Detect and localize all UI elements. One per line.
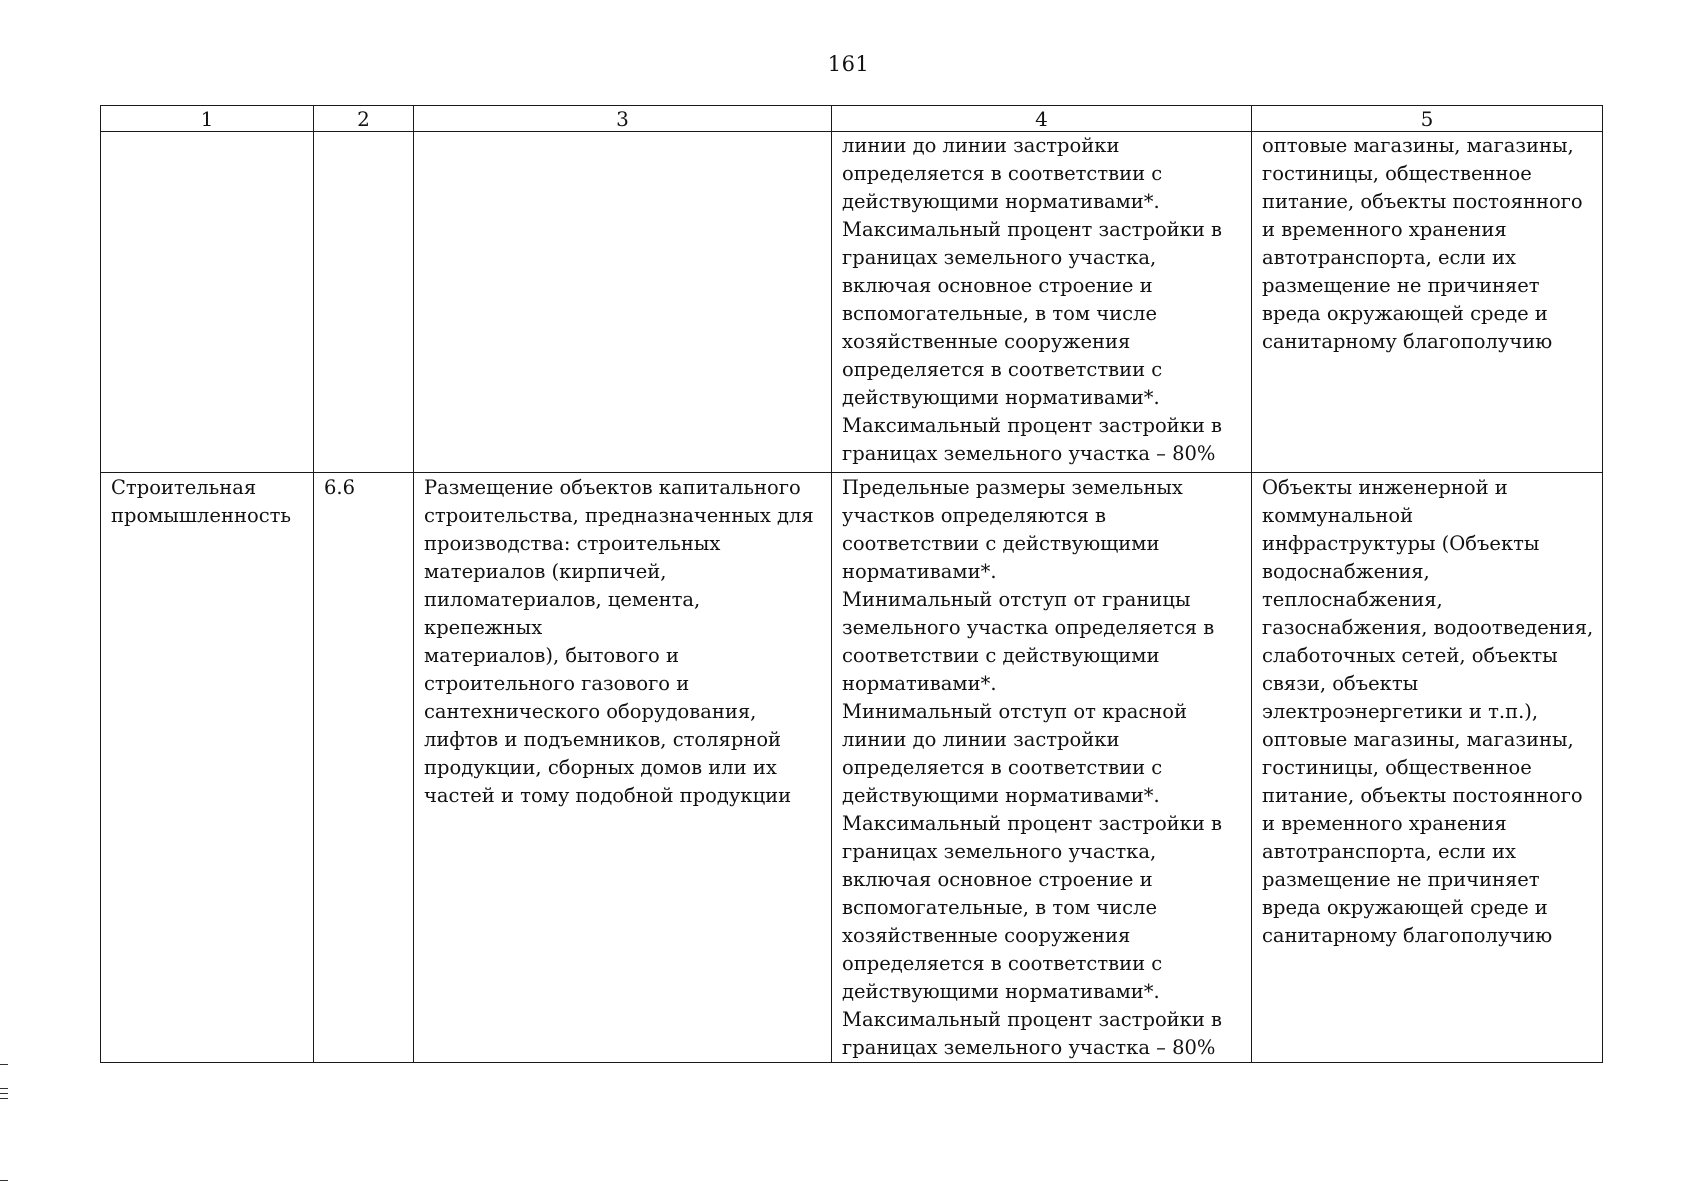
table-row <box>101 473 1603 1063</box>
column-header-5: 5 <box>1252 106 1603 132</box>
cell-text: Строительная промышленность <box>111 476 292 527</box>
column-header-2: 2 <box>314 106 414 132</box>
cell-text: 6.6 <box>324 476 356 499</box>
table-cell-use-name <box>101 473 314 1063</box>
cell-text: Объекты инженерной и коммунальной инфраструктуры (Объекты водоснабжения, теплоснабжения, газоснабжения, водоотведения, слаботочных сетей, объекты связи, объекты электроэнергетики и т.п.), оптовые магазины, магазины, гостиницы, общественное питание, объекты постоянного и временного хранения автотранспорта, если их размещение не причиняет вреда окружающей среде и санитарному благополучию <box>1262 476 1594 947</box>
table-row <box>101 132 1603 473</box>
table-cell-use-description <box>414 473 832 1063</box>
margin-mark <box>0 1093 8 1094</box>
page-number: 161 <box>827 52 870 76</box>
table-cell-use-name <box>101 132 314 473</box>
table-cell-use-description <box>414 132 832 473</box>
margin-mark <box>0 1180 8 1181</box>
margin-mark <box>0 1064 8 1065</box>
margin-mark <box>0 1088 8 1089</box>
cell-text: Предельные размеры земельных участков определяются в соответствии с действующими нормативами*. Минимальный отступ от границы земельного участка определяется в соответствии с действующими нормативами*. Минимальный отступ от красной линии до линии застройки определяется в соответствии с действующими нормативами*. Максимальный процент застройки в границах земельного участка, включая основное строение и вспомогательные, в том числе хозяйственные сооружения определяется в соответствии с действующими нормативами*. Максимальный процент застройки в границах земельного участка – 80% <box>842 476 1223 1059</box>
table-cell-parameters <box>832 473 1252 1063</box>
zoning-table <box>100 105 1603 1063</box>
column-header-1: 1 <box>101 106 314 132</box>
table-cell-auxiliary-uses <box>1252 132 1603 473</box>
table-cell-use-code <box>314 132 414 473</box>
table-cell-parameters <box>832 132 1252 473</box>
cell-text: оптовые магазины, магазины, гостиницы, общественное питание, объекты постоянного и временного хранения автотранспорта, если их размещение не причиняет вреда окружающей среде и санитарному благополучию <box>1262 134 1583 353</box>
cell-text: Размещение объектов капитального строительства, предназначенных для производства: строительных материалов (кирпичей, пиломатериалов, цемента, крепежных материалов), бытового и строительного газового и сантехнического оборудования, лифтов и подъемников, столярной продукции, сборных домов или их частей и тому подобной продукции <box>424 476 814 807</box>
table-cell-use-code <box>314 473 414 1063</box>
column-header-4: 4 <box>832 106 1252 132</box>
table-header-row <box>101 106 1603 132</box>
table-cell-auxiliary-uses <box>1252 473 1603 1063</box>
cell-text: линии до линии застройки определяется в соответствии с действующими нормативами*. Максимальный процент застройки в границах земельного участка, включая основное строение и вспомогательные, в том числе хозяйственные сооружения определяется в соответствии с действующими нормативами*. Максимальный процент застройки в границах земельного участка – 80% <box>842 134 1223 465</box>
margin-mark <box>0 1098 8 1099</box>
column-header-3: 3 <box>414 106 832 132</box>
